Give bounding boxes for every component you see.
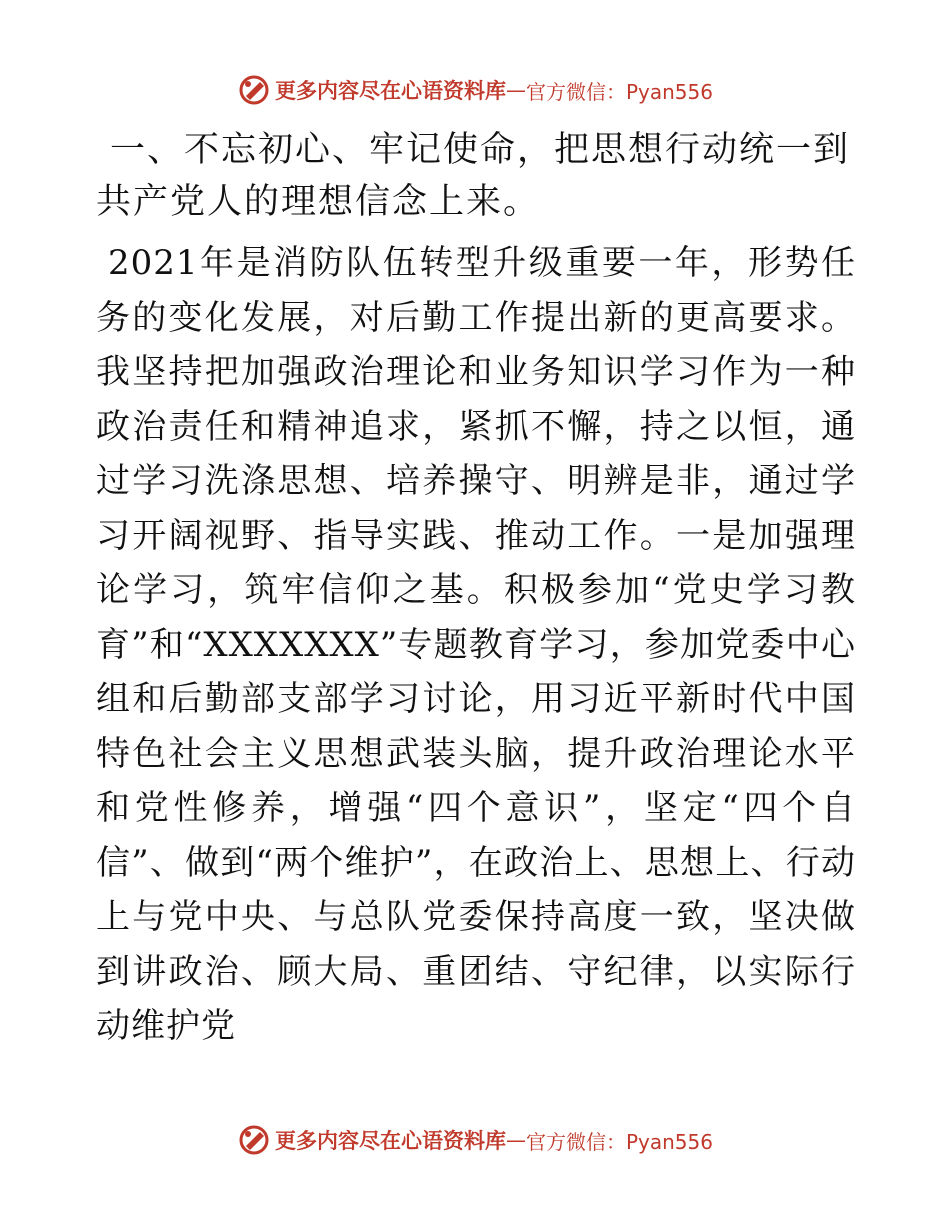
section-heading: 一、不忘初心、牢记使命，把思想行动统一到共产党人的理想信念上来。 [96,130,851,222]
banner-contact-text: 官方微信：Pyan556 [525,1129,713,1154]
banner-separator: — [505,78,526,102]
banner-brand-text: 更多内容尽在心语资料库 [274,78,506,103]
banner-contact-text: 官方微信：Pyan556 [525,79,713,104]
banner-separator: — [505,1128,526,1152]
header-banner [0,68,950,112]
body-paragraph: 2021年是消防队伍转型升级重要一年，形势任务的变化发展，对后勤工作提出新的更高要求。我坚持把加强政治理论和业务知识学习作为一种政治责任和精神追求，紧抓不懈，持之以恒，通过学习洗涤思想、培养操守、明辨是非，通过学习开阔视野、指导实践、推动工作。一是加强理论学习，筑牢信仰之基。积极参加“党史学习教育”和“XXXXXXX”专题教育学习，参加党委中心组和后勤部支部学习讨论，用习近平新时代中国特色社会主义思想武装头脑，提升政治理论水平和党性修养，增强“四个意识”，坚定“四个自信”、做到“两个维护”，在政治上、思想上、行动上与党中央、与总队党委保持高度一致，坚决做到讲政治、顾大局、重团结、守纪律，以实际行动维护党 [96,243,856,1046]
brand-logo-icon [237,73,271,107]
document-body [96,124,856,1054]
brand-logo-icon [237,1123,271,1157]
footer-banner [0,1118,950,1162]
banner-brand-text: 更多内容尽在心语资料库 [274,1128,506,1153]
